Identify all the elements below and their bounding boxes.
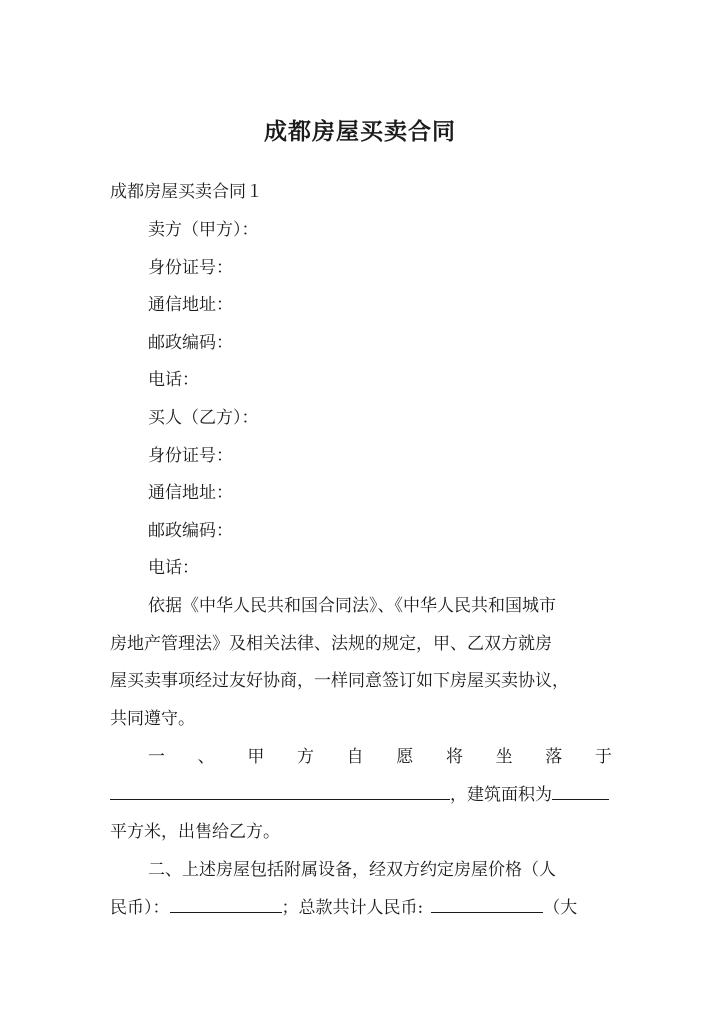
seller-label: 卖方（甲方）： xyxy=(148,220,259,240)
intro-paragraph-line-3: 屋买卖事项经过友好协商，一样同意签订如下房屋买卖协议， xyxy=(110,671,569,691)
total-label: ；总款共计人民币: xyxy=(281,898,424,918)
buyer-address-field: 通信地址： xyxy=(148,483,233,503)
buyer-phone-field: 电话： xyxy=(148,558,199,578)
clause-1-char: 将 xyxy=(445,747,463,767)
buyer-label: 买人（乙方）： xyxy=(148,408,259,428)
clause-1-line-3: 平方米，出售给乙方。 xyxy=(110,822,280,842)
clause-1-char: 一 xyxy=(148,747,165,767)
document-title: 成都房屋买卖合同 xyxy=(264,118,456,145)
buyer-id-field: 身份证号： xyxy=(148,446,233,466)
contract-subtitle: 成都房屋买卖合同１ xyxy=(110,182,263,202)
price-label: 民币）： xyxy=(110,898,170,918)
clause-2-line-1: 二、上述房屋包括附属设备，经双方约定房屋价格（人 xyxy=(148,860,556,880)
price-blank[interactable] xyxy=(170,895,282,913)
area-label: ，建筑面积为 xyxy=(450,785,552,805)
clause-1-line-2 xyxy=(110,782,612,807)
buyer-postcode-field: 邮政编码： xyxy=(148,521,233,541)
clause-1-char: 于 xyxy=(594,747,612,767)
clause-1-char: 自 xyxy=(346,747,364,767)
total-blank[interactable] xyxy=(431,895,543,913)
intro-paragraph-line-2: 房地产管理法》及相关法律、法规的规定，甲、乙双方就房 xyxy=(110,634,552,654)
area-blank[interactable] xyxy=(552,782,609,800)
seller-address-field: 通信地址： xyxy=(148,295,233,315)
clause-1-char: 愿 xyxy=(396,747,414,767)
seller-phone-field: 电话： xyxy=(148,370,199,390)
clause-2-line-2 xyxy=(110,895,612,920)
total-uppercase-label: （大 xyxy=(543,898,578,918)
intro-paragraph-line-1: 依据《中华人民共和国合同法》、《中华人民共和国城市 xyxy=(148,596,556,616)
intro-paragraph-line-4: 共同遵守。 xyxy=(110,709,195,729)
clause-1-line-1 xyxy=(148,745,612,769)
clause-1-char: 落 xyxy=(545,747,563,767)
clause-1-char: 方 xyxy=(296,747,314,767)
location-blank[interactable] xyxy=(110,782,450,800)
clause-1-char: 坐 xyxy=(495,747,513,767)
clause-1-char: 甲 xyxy=(247,747,265,767)
seller-id-field: 身份证号： xyxy=(148,258,233,278)
seller-postcode-field: 邮政编码： xyxy=(148,333,233,353)
clause-1-char: 、 xyxy=(197,747,215,767)
